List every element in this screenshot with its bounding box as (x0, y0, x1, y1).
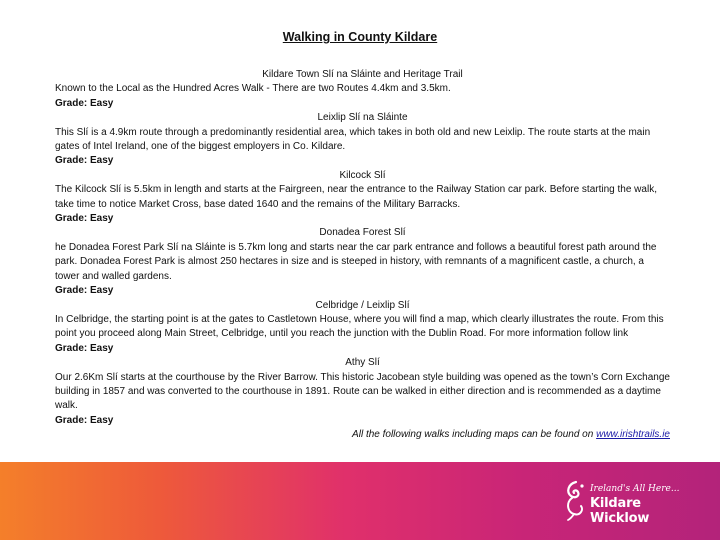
walk-heading: Donadea Forest Slí (319, 227, 406, 239)
walk-description: This Slí is a 4.9km route through a predominantly residential area, which takes in both old and new Leixlip. The route starts at the main gates of Intel Ireland, one of the biggest employers in Co. Kildare. (55, 126, 651, 153)
page-title: Walking in County Kildare (282, 30, 438, 44)
walk-description: In Celbridge, the starting point is at the gates to Castletown House, where you will find a map, which clearly illustrates the route. From this point you proceed along Main Street, Celbridge, until you reach the junction with the Dublin Road. For more information follow link (55, 313, 664, 340)
walk-grade: Grade: Easy (55, 342, 114, 354)
footer-note-text: All the following walks including maps can be found on (352, 429, 597, 441)
swirl-logo-icon (562, 478, 588, 522)
walk-grade: Grade: Easy (55, 97, 114, 109)
kildare-wicklow-logo (562, 474, 692, 530)
walk-heading: Kilcock Slí (339, 169, 386, 181)
logo-tagline: Ireland's All Here... (590, 484, 680, 494)
walk-description: Our 2.6Km Slí starts at the courthouse by the River Barrow. This historic Jacobean style building was opened as the town’s Corn Exchange building in 1857 and was converted to the courthouse in 1891. Route can be walked in either direction and is recommended as a daytime walk. (55, 371, 670, 412)
walk-heading: Leixlip Slí na Sláinte (317, 112, 408, 124)
walk-description: The Kilcock Slí is 5.5km in length and starts at the Fairgreen, near the entrance to the Railway Station car park. Before starting the walk, take time to notice Market Cross, base dated 1640 and the remains of the Military Barracks. (55, 184, 657, 210)
walk-description: he Donadea Forest Park Slí na Sláinte is 5.7km long and starts near the car park entrance and follows a beautiful forest path around the park. Donadea Forest Park is almost 250 hectares in size and is steeped in history, with remnants of a magnificent castle, a church, a tower and walled gardens. (55, 241, 657, 282)
walk-description: Known to the Local as the Hundred Acres Walk - There are two Routes 4.4km and 3.5km. (55, 83, 451, 95)
logo-name: Kildare Wicklow (590, 496, 650, 526)
walk-grade: Grade: Easy (55, 213, 114, 225)
walk-grade: Grade: Easy (55, 155, 114, 167)
walk-heading: Kildare Town Slí na Sláinte and Heritage Trail (262, 69, 463, 80)
walk-heading: Athy Slí (345, 357, 380, 369)
walk-grade: Grade: Easy (55, 285, 114, 297)
walk-heading: Celbridge / Leixlip Slí (315, 299, 410, 311)
walks-content (55, 68, 670, 443)
irishtrails-link[interactable]: www.irishtrails.ie (596, 429, 670, 441)
walk-grade: Grade: Easy (55, 414, 114, 426)
footer-note (55, 428, 670, 442)
